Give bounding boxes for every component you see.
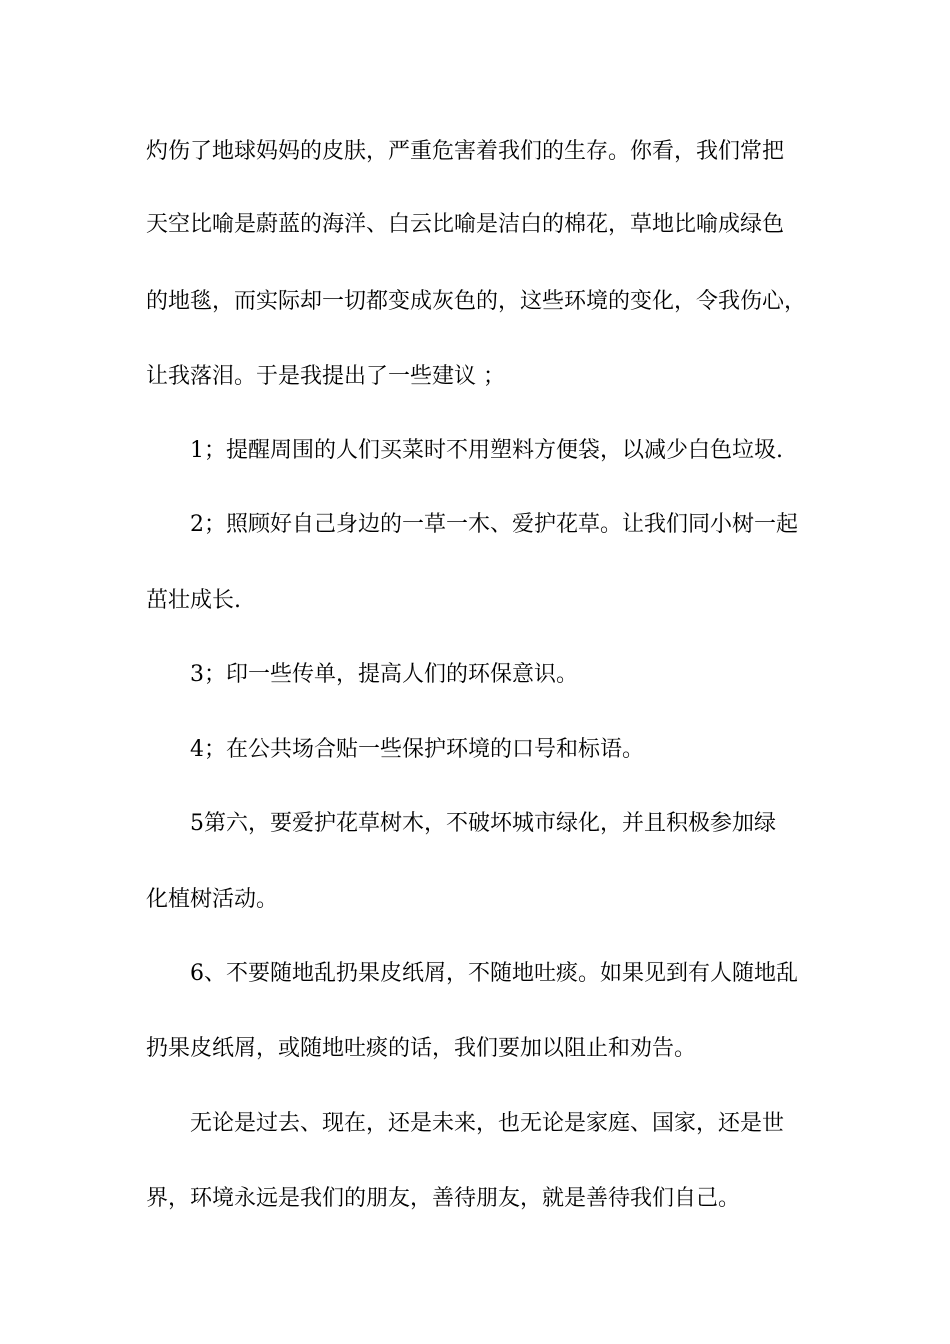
text-line: 的地毯，而实际却一切都变成灰色的，这些环境的变化，令我伤心，: [146, 289, 807, 314]
text-line: 茁壮成长.: [146, 588, 241, 613]
text-line: 界，环境永远是我们的朋友，善待朋友，就是善待我们自己。: [146, 1186, 741, 1211]
text-line: 扔果皮纸屑，或随地吐痰的话，我们要加以阻止和劝告。: [146, 1036, 697, 1061]
list-item-4: 4；在公共场合贴一些保护环境的口号和标语。: [190, 737, 644, 762]
closing-paragraph: 无论是过去、现在，还是未来，也无论是家庭、国家，还是世: [190, 1111, 785, 1136]
list-item-5: 5第六，要爱护花草树木，不破坏城市绿化，并且积极参加绿: [190, 811, 776, 836]
text-line: 灼伤了地球妈妈的皮肤，严重危害着我们的生存。你看，我们常把: [146, 139, 785, 164]
text-line: 让我落泪。于是我提出了一些建议 ；: [146, 364, 505, 389]
list-item-1: 1；提醒周围的人们买菜时不用塑料方便袋，以减少白色垃圾.: [190, 438, 783, 463]
text-line: 化植树活动。: [146, 887, 279, 912]
list-item-6: 6、不要随地乱扔果皮纸屑，不随地吐痰。如果见到有人随地乱: [190, 961, 798, 986]
text-line: 天空比喻是蔚蓝的海洋、白云比喻是洁白的棉花，草地比喻成绿色: [146, 212, 785, 237]
list-item-2: 2；照顾好自己身边的一草一木、爱护花草。让我们同小树一起: [190, 512, 798, 537]
list-item-3: 3；印一些传单，提高人们的环保意识。: [190, 662, 578, 687]
